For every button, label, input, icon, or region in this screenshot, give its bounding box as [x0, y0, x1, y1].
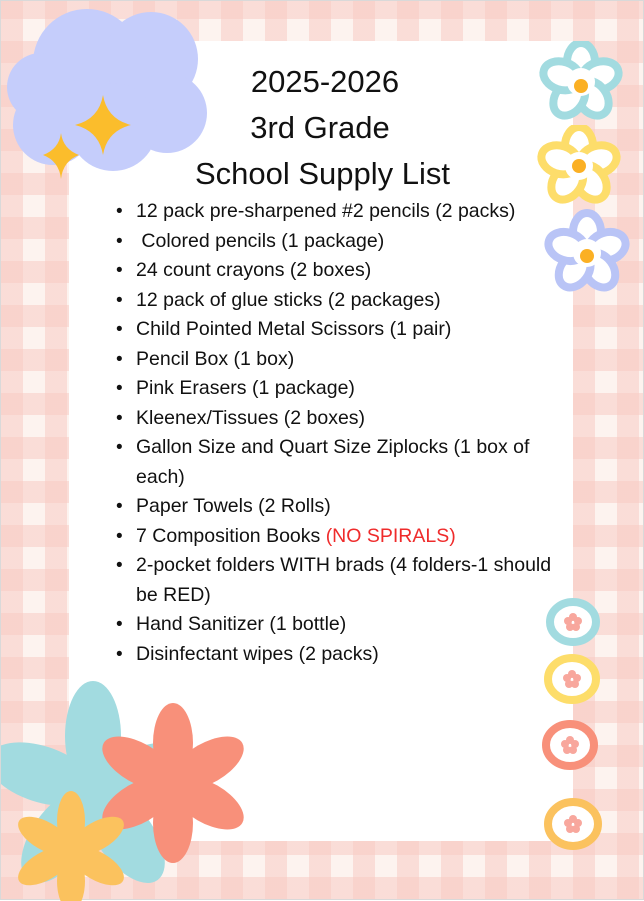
- title-grade: 3rd Grade: [250, 110, 390, 145]
- title-heading: School Supply List: [194, 156, 451, 191]
- list-item: • Paper Towels (2 Rolls): [136, 492, 566, 522]
- supply-list: [101, 197, 566, 669]
- bottom-flowers-decoration: [1, 681, 251, 901]
- list-item: • Child Pointed Metal Scissors (1 pair): [136, 315, 566, 345]
- ring-flower-icon-orange: [541, 795, 605, 853]
- list-item: • Disinfectant wipes (2 packs): [136, 640, 566, 670]
- list-item: • Kleenex/Tissues (2 boxes): [136, 404, 566, 434]
- title-year: 2025-2026: [250, 64, 400, 99]
- list-item: • Hand Sanitizer (1 bottle): [136, 610, 566, 640]
- list-item: • 7 Composition Books (NO SPIRALS): [136, 522, 566, 552]
- list-item: • 12 pack pre-sharpened #2 pencils (2 packs): [136, 197, 566, 227]
- list-item: • Gallon Size and Quart Size Ziplocks (1 box of each): [136, 433, 566, 492]
- list-item: • Pink Erasers (1 package): [136, 374, 566, 404]
- ring-flower-icon-coral: [539, 717, 601, 773]
- list-item: • 2-pocket folders WITH brads (4 folders-1 should be RED): [136, 551, 566, 610]
- page-title: [69, 59, 573, 197]
- list-item: • Pencil Box (1 box): [136, 345, 566, 375]
- list-item: • 12 pack of glue sticks (2 packages): [136, 286, 566, 316]
- no-spirals-note: (NO SPIRALS): [325, 524, 456, 547]
- list-item: • 24 count crayons (2 boxes): [136, 256, 566, 286]
- list-item: • Colored pencils (1 package): [136, 227, 566, 257]
